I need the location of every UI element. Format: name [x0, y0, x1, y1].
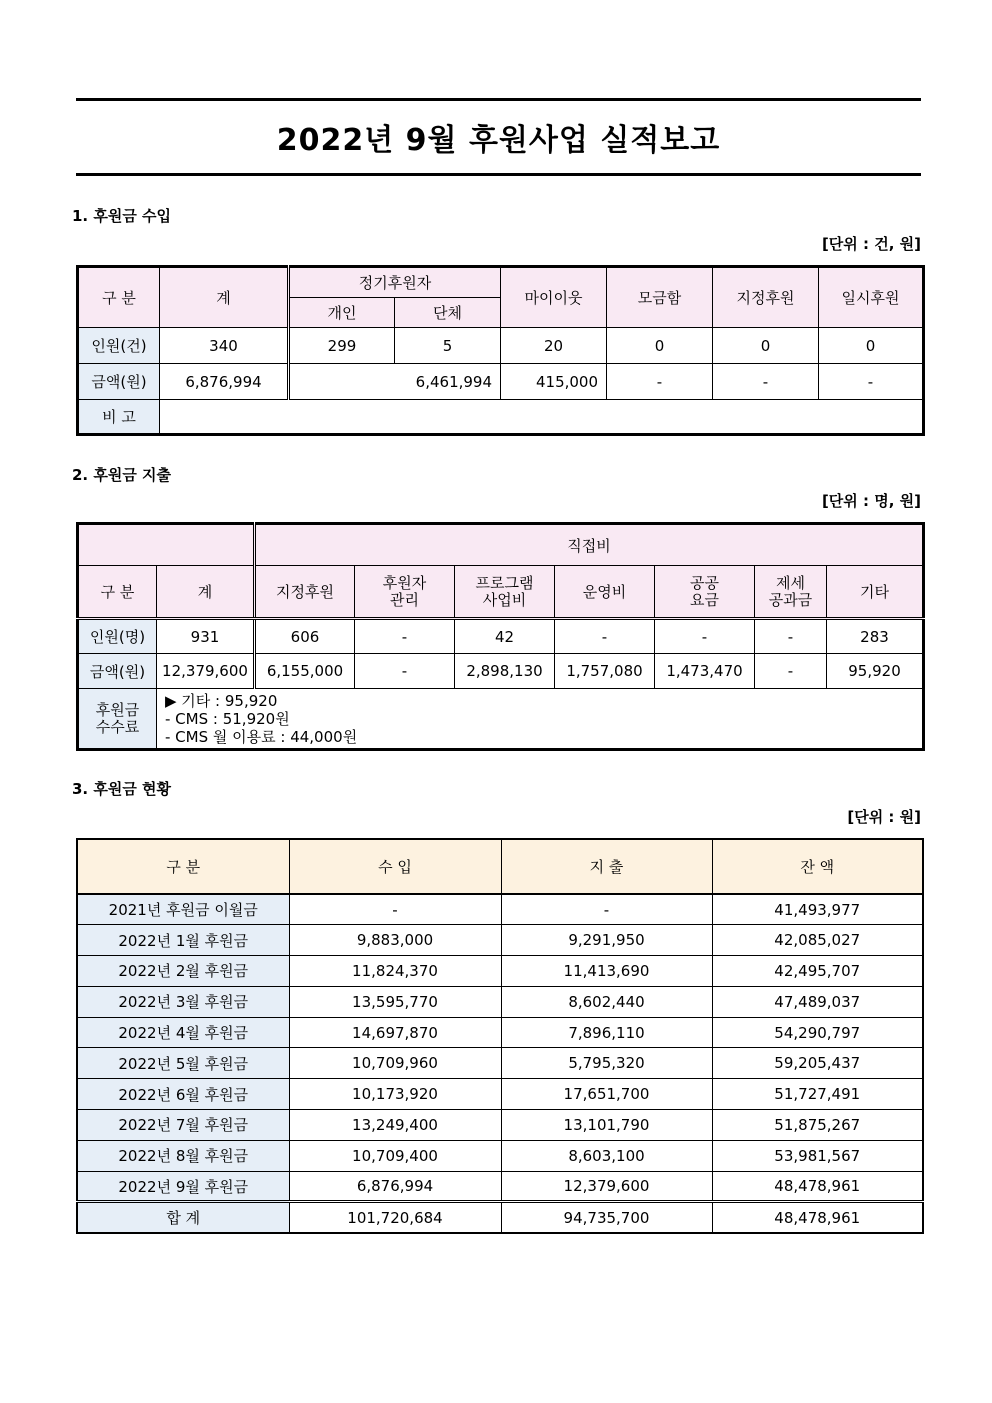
cell-income: 13,595,770	[289, 986, 501, 1017]
header-utility	[655, 566, 755, 619]
cell-group: 5	[395, 328, 501, 364]
row-label: 2022년 9월 후원금	[77, 1171, 289, 1202]
cell-expense: 8,602,440	[501, 986, 712, 1017]
cell-expense: 5,795,320	[501, 1048, 712, 1079]
header-tax-line2: 공과금	[768, 590, 813, 609]
header-operating: 운영비	[555, 566, 655, 619]
table-row	[77, 925, 923, 956]
income-count-row	[78, 328, 924, 364]
cell-balance: 54,290,797	[712, 1017, 923, 1048]
cell-balance: 42,085,027	[712, 925, 923, 956]
section3-unit: [단위 : 원]	[847, 808, 921, 826]
table-row	[77, 1140, 923, 1171]
cell-total: 6,876,994	[160, 364, 289, 400]
row-label: 2021년 후원금 이월금	[77, 894, 289, 925]
header-designated: 지정후원	[255, 566, 355, 619]
header-gubun: 구 분	[77, 839, 289, 894]
header-gubun: 구 분	[78, 566, 157, 619]
fee-line-other: ▶ 기타 : 95,920	[165, 691, 278, 710]
cell-tax: -	[755, 654, 827, 689]
section2-unit: [단위 : 명, 원]	[821, 492, 921, 510]
header-other: 기타	[827, 566, 924, 619]
title-block	[76, 98, 921, 176]
cell-income: 10,173,920	[289, 1079, 501, 1110]
cell-balance: 41,493,977	[712, 894, 923, 925]
header-donor-mgmt-line2: 관리	[390, 590, 419, 609]
header-utility-line1: 공공	[690, 573, 719, 592]
header-gubun: 구 분	[78, 267, 160, 328]
header-total: 계	[160, 267, 289, 328]
page-title: 2022년 9월 후원사업 실적보고	[276, 123, 721, 158]
header-total: 계	[157, 566, 255, 619]
total-row	[77, 1202, 923, 1233]
row-label: 금액(원)	[78, 364, 160, 400]
cell-individual: 299	[289, 328, 395, 364]
header-individual: 개인	[289, 298, 395, 328]
fee-details	[157, 689, 924, 750]
row-label: 2022년 2월 후원금	[77, 956, 289, 987]
cell-balance: 47,489,037	[712, 986, 923, 1017]
header-utility-line2: 요금	[690, 590, 719, 609]
cell-operating: 1,757,080	[555, 654, 655, 689]
cell-total: 12,379,600	[157, 654, 255, 689]
header-donor-mgmt	[355, 566, 455, 619]
header-tax	[755, 566, 827, 619]
fee-label	[78, 689, 157, 750]
table-row	[77, 1110, 923, 1141]
income-amount-row	[78, 364, 924, 400]
header-myiut: 마이이웃	[501, 267, 607, 328]
expense-table	[76, 522, 925, 751]
header-temporary: 일시후원	[819, 267, 924, 328]
cell-myiut: 20	[501, 328, 607, 364]
table-row	[77, 1048, 923, 1079]
cell-box: 0	[607, 328, 713, 364]
row-label: 2022년 8월 후원금	[77, 1140, 289, 1171]
header-program-line1: 프로그램	[475, 573, 534, 592]
cell-designated: 0	[713, 328, 819, 364]
cell-expense: -	[501, 894, 712, 925]
cell-expense: 8,603,100	[501, 1140, 712, 1171]
cell-regular: 6,461,994	[289, 364, 501, 400]
cell-expense: 13,101,790	[501, 1110, 712, 1141]
section3-heading: 3. 후원금 현황	[72, 780, 172, 798]
cell-income: 6,876,994	[289, 1171, 501, 1202]
cell-utility: -	[655, 619, 755, 654]
table-row	[77, 1171, 923, 1202]
cell-donor-mgmt: -	[355, 619, 455, 654]
row-label: 인원(명)	[78, 619, 157, 654]
cell-myiut: 415,000	[501, 364, 607, 400]
cell-designated: 6,155,000	[255, 654, 355, 689]
cell-income: 11,824,370	[289, 956, 501, 987]
cell-income: 14,697,870	[289, 1017, 501, 1048]
expense-amount-row	[78, 654, 924, 689]
section1-heading: 1. 후원금 수입	[72, 207, 172, 225]
cell-other: 283	[827, 619, 924, 654]
row-label: 2022년 6월 후원금	[77, 1079, 289, 1110]
fee-line-cms: - CMS : 51,920원	[165, 709, 290, 728]
cell-temporary: 0	[819, 328, 924, 364]
header-program-line2: 사업비	[482, 590, 527, 609]
cell-program: 42	[455, 619, 555, 654]
table-row	[77, 986, 923, 1017]
header-group: 단체	[395, 298, 501, 328]
row-label: 2022년 5월 후원금	[77, 1048, 289, 1079]
row-label: 2022년 1월 후원금	[77, 925, 289, 956]
income-note-row	[78, 400, 924, 435]
cell-balance: 51,727,491	[712, 1079, 923, 1110]
header-donor-mgmt-line1: 후원자	[382, 573, 427, 592]
total-balance: 48,478,961	[712, 1202, 923, 1233]
status-rows	[77, 894, 923, 1202]
cell-balance: 59,205,437	[712, 1048, 923, 1079]
expense-fee-row	[78, 689, 924, 750]
table-row	[77, 956, 923, 987]
cell-balance: 53,981,567	[712, 1140, 923, 1171]
row-label: 2022년 3월 후원금	[77, 986, 289, 1017]
cell-donor-mgmt: -	[355, 654, 455, 689]
cell-balance: 48,478,961	[712, 1171, 923, 1202]
income-table	[76, 265, 925, 436]
header-box: 모금함	[607, 267, 713, 328]
cell-income: -	[289, 894, 501, 925]
cell-income: 9,883,000	[289, 925, 501, 956]
cell-other: 95,920	[827, 654, 924, 689]
cell-expense: 11,413,690	[501, 956, 712, 987]
header-income: 수 입	[289, 839, 501, 894]
fee-label-line2: 수수료	[95, 717, 140, 736]
table-row	[77, 1079, 923, 1110]
header-expense: 지 출	[501, 839, 712, 894]
table-row	[77, 1017, 923, 1048]
row-label: 금액(원)	[78, 654, 157, 689]
row-label: 인원(건)	[78, 328, 160, 364]
cell-income: 10,709,400	[289, 1140, 501, 1171]
header-blank	[78, 524, 255, 566]
cell-designated: -	[713, 364, 819, 400]
fee-label-line1: 후원금	[95, 700, 140, 719]
row-label: 2022년 4월 후원금	[77, 1017, 289, 1048]
section1-unit: [단위 : 건, 원]	[821, 235, 921, 253]
cell-program: 2,898,130	[455, 654, 555, 689]
cell-total: 340	[160, 328, 289, 364]
header-tax-line1: 제세	[776, 573, 805, 592]
cell-tax: -	[755, 619, 827, 654]
cell-expense: 12,379,600	[501, 1171, 712, 1202]
cell-utility: 1,473,470	[655, 654, 755, 689]
expense-count-row	[78, 619, 924, 654]
cell-designated: 606	[255, 619, 355, 654]
header-balance: 잔 액	[712, 839, 923, 894]
table-row	[77, 894, 923, 925]
fee-line-cms-monthly: - CMS 월 이용료 : 44,000원	[165, 727, 358, 746]
status-table	[76, 838, 924, 1234]
cell-expense: 7,896,110	[501, 1017, 712, 1048]
total-expense: 94,735,700	[501, 1202, 712, 1233]
cell-temporary: -	[819, 364, 924, 400]
header-designated: 지정후원	[713, 267, 819, 328]
cell-balance: 42,495,707	[712, 956, 923, 987]
cell-box: -	[607, 364, 713, 400]
total-label: 합 계	[77, 1202, 289, 1233]
cell-expense: 17,651,700	[501, 1079, 712, 1110]
cell-operating: -	[555, 619, 655, 654]
cell-note	[160, 400, 924, 435]
header-program	[455, 566, 555, 619]
row-label: 비 고	[78, 400, 160, 435]
cell-income: 10,709,960	[289, 1048, 501, 1079]
cell-income: 13,249,400	[289, 1110, 501, 1141]
cell-balance: 51,875,267	[712, 1110, 923, 1141]
header-regular: 정기후원자	[289, 267, 501, 298]
row-label: 2022년 7월 후원금	[77, 1110, 289, 1141]
total-income: 101,720,684	[289, 1202, 501, 1233]
header-direct: 직접비	[255, 524, 924, 566]
cell-total: 931	[157, 619, 255, 654]
section2-heading: 2. 후원금 지출	[72, 466, 172, 484]
cell-expense: 9,291,950	[501, 925, 712, 956]
